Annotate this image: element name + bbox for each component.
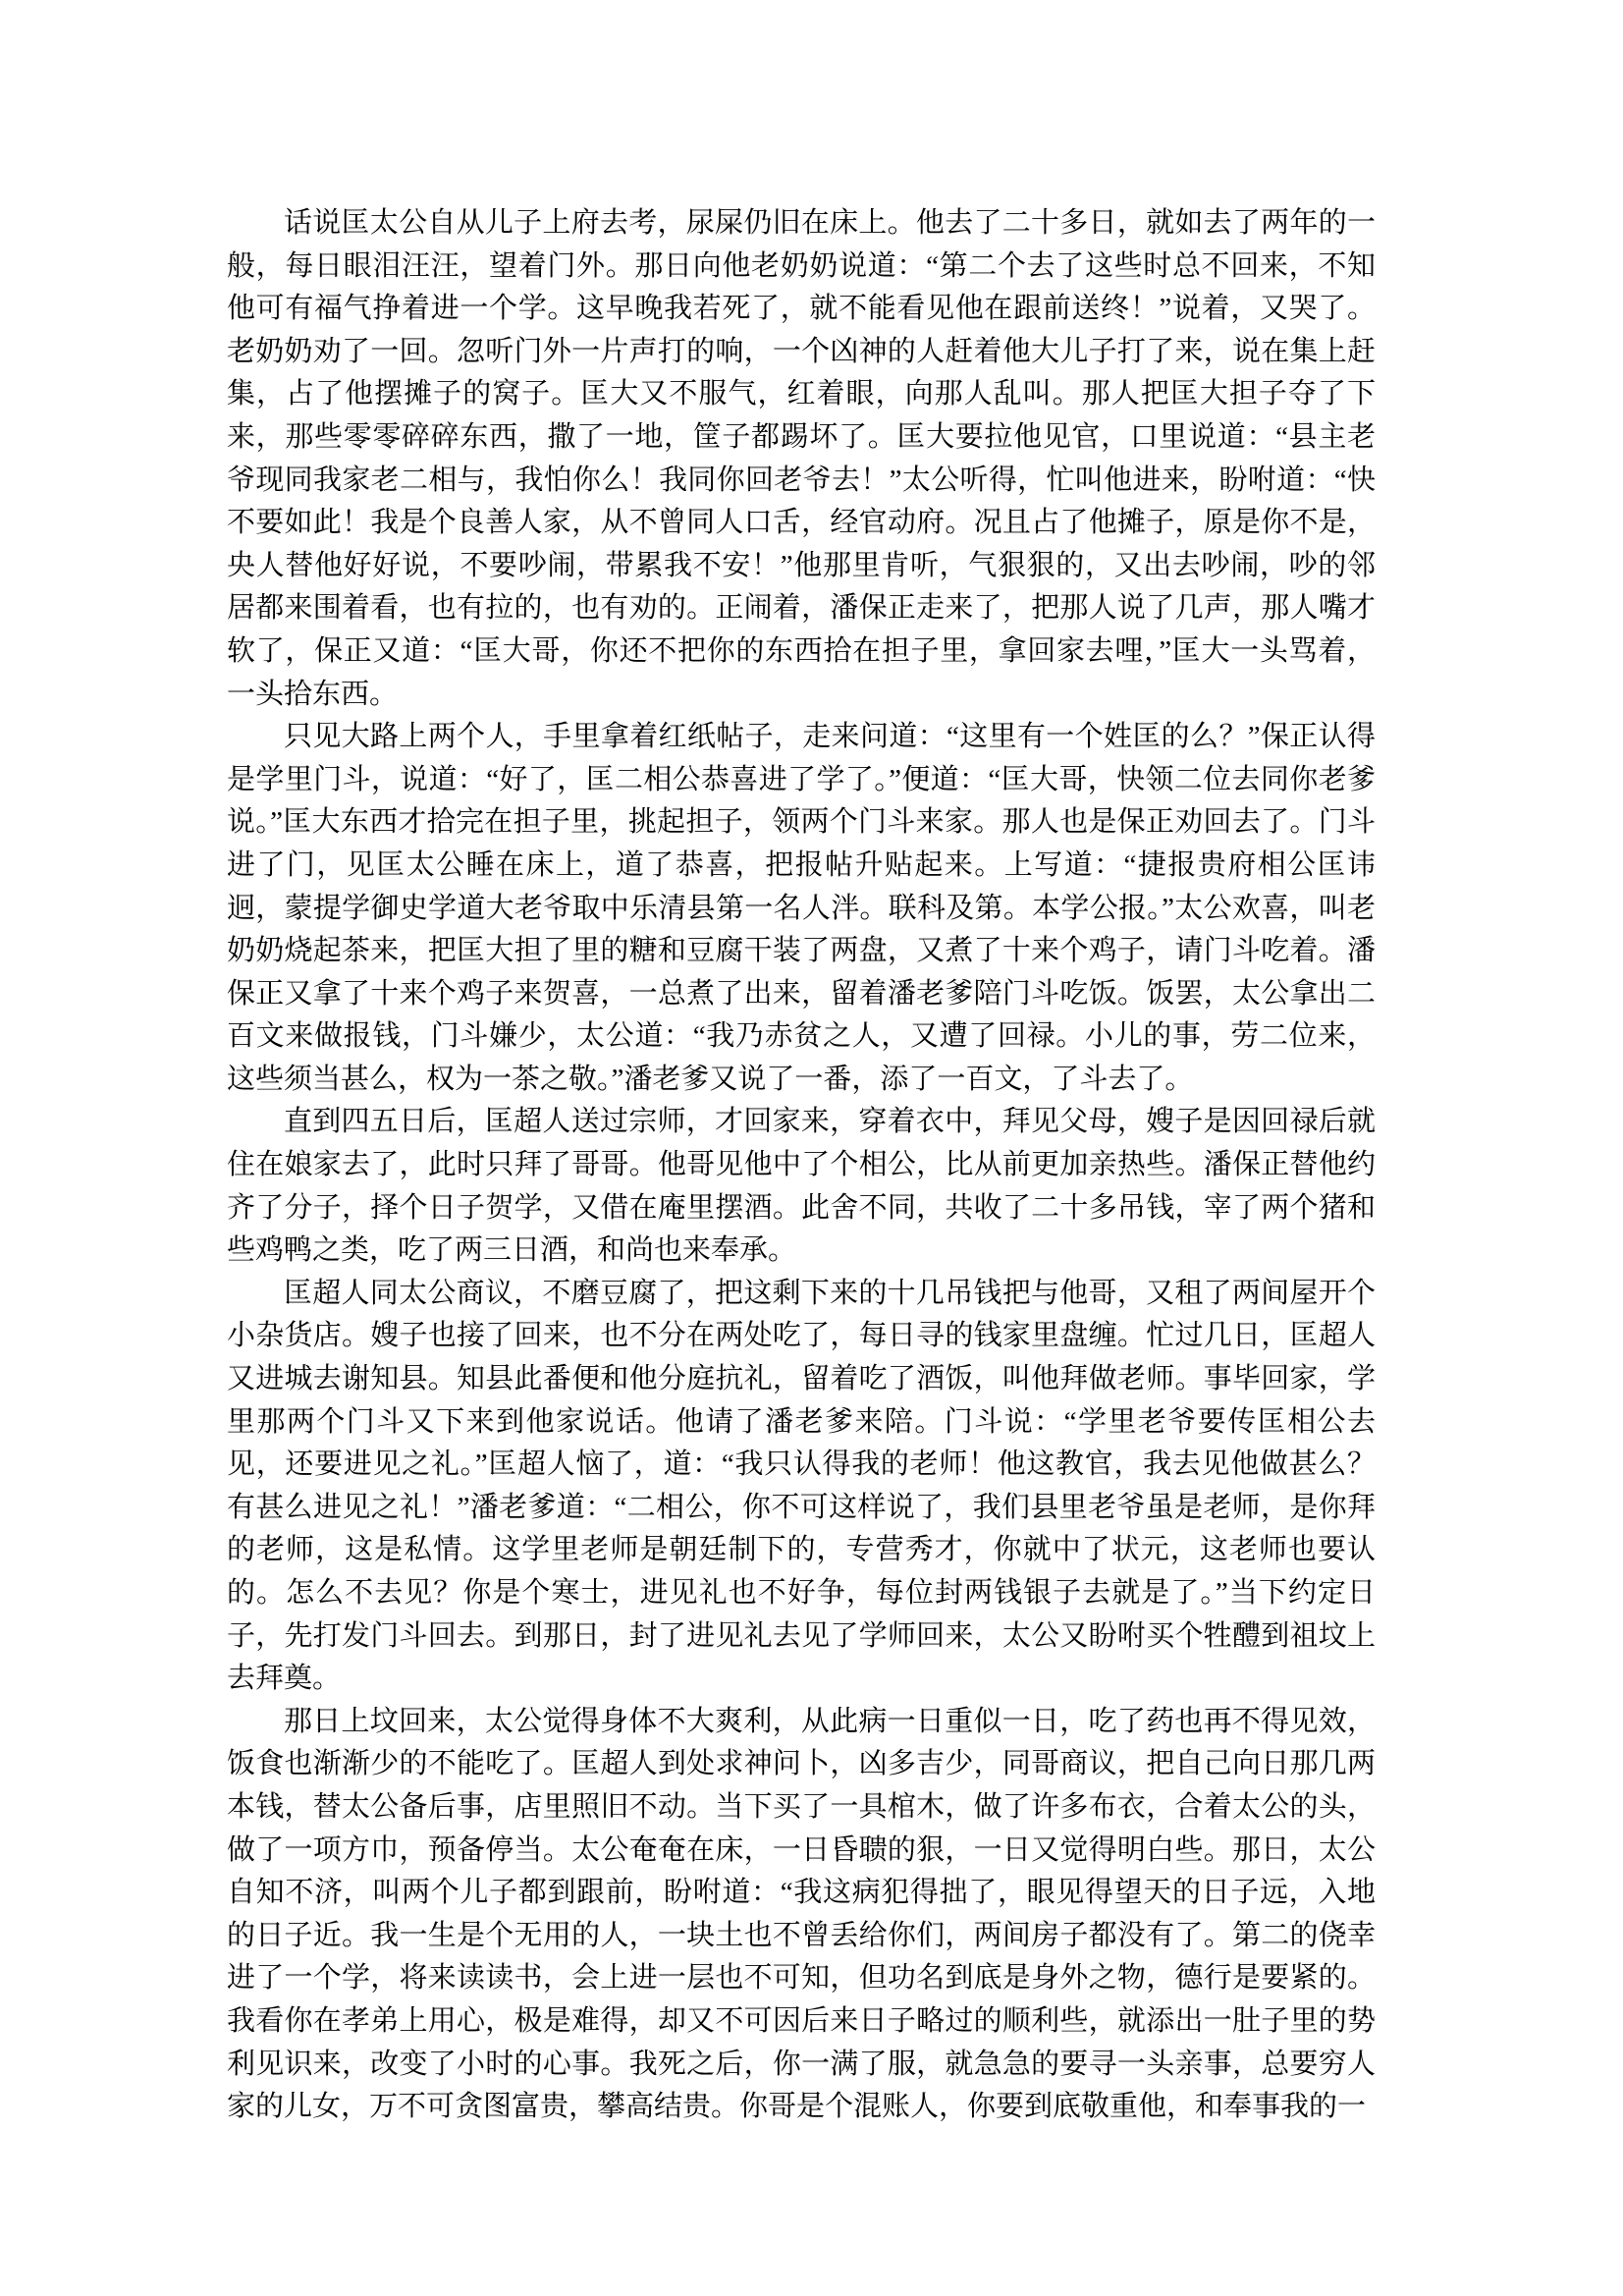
paragraph-1: 话说匡太公自从儿子上府去考，尿屎仍旧在床上。他去了二十多日，就如去了两年的一般，每日眼泪汪汪，望着门外。那日向他老奶奶说道：“第二个去了这些时总不回来，不知他可有福气挣着进一个学。这早晚我若死了，就不能看见他在跟前送终！”说着，又哭了。老奶奶劝了一回。忽听门外一片声打的响，一个凶神的人赶着他大儿子打了来，说在集上赶集，占了他摆摊子的窝子。匡大又不服气，红着眼，向那人乱叫。那人把匡大担子夺了下来，那些零零碎碎东西，撒了一地，筐子都踢坏了。匡大要拉他见官，口里说道：“县主老爷现同我家老二相与，我怕你么！我同你回老爷去！”太公听得，忙叫他进来，盼咐道：“快不要如此！我是个良善人家，从不曾同人口舌，经官动府。况且占了他摊子，原是你不是，央人替他好好说，不要吵闹，带累我不安！”他那里肯听，气狠狠的，又出去吵闹，吵的邻居都来围着看，也有拉的，也有劝的。正闹着，潘保正走来了，把那人说了几声，那人嘴才软了，保正又道：“匡大哥，你还不把你的东西拾在担子里，拿回家去哩，”匡大一头骂着，一头拾东西。 (227, 207, 1376, 710)
text-block (227, 202, 1376, 2129)
paragraph-3: 直到四五日后，匡超人送过宗师，才回家来，穿着衣中，拜见父母，嫂子是因回禄后就住在娘家去了，此时只拜了哥哥。他哥见他中了个相公，比从前更加亲热些。潘保正替他约齐了分子，择个日子贺学，又借在庵里摆酒。此舍不同，共收了二十多吊钱，宰了两个猪和些鸡鸭之类，吃了两三日酒，和尚也来奉承。 (227, 1106, 1376, 1267)
paragraph-5: 那日上坟回来，太公觉得身体不大爽利，从此病一日重似一日，吃了药也再不得见效，饭食也渐渐少的不能吃了。匡超人到处求神问卜，凶多吉少，同哥商议，把自己向日那几两本钱，替太公备后事，店里照旧不动。当下买了一具棺木，做了许多布衣，合着太公的头，做了一项方巾，预备停当。太公奄奄在床，一日昏聩的狠，一日又觉得明白些。那日，太公自知不济，叫两个儿子都到跟前，盼咐道：“我这病犯得拙了，眼见得望天的日子远，入地的日子近。我一生是个无用的人，一块土也不曾丢给你们，两间房子都没有了。第二的侥幸进了一个学，将来读读书，会上进一层也不可知，但功名到底是身外之物，德行是要紧的。我看你在孝弟上用心，极是难得，却又不可因后来日子略过的顺利些，就添出一肚子里的势利见识来，改变了小时的心事。我死之后，你一满了服，就急急的要寻一头亲事，总要穷人家的儿女，万不可贪图富贵，攀高结贵。你哥是个混账人，你要到底敬重他，和奉事我的一 (227, 1705, 1376, 2123)
paragraph-2: 只见大路上两个人，手里拿着红纸帖子，走来问道：“这里有一个姓匡的么？”保正认得是学里门斗，说道：“好了，匡二相公恭喜进了学了。”便道：“匡大哥，快领二位去同你老爹说。”匡大东西才拾完在担子里，挑起担子，领两个门斗来家。那人也是保正劝回去了。门斗进了门，见匡太公睡在床上，道了恭喜，把报帖升贴起来。上写道：“捷报贵府相公匡讳迥，蒙提学御史学道大老爷取中乐清县第一名人泮。联科及第。本学公报。”太公欢喜，叫老奶奶烧起茶来，把匡大担了里的糖和豆腐干装了两盘，又煮了十来个鸡子，请门斗吃着。潘保正又拿了十来个鸡子来贺喜，一总煮了出来，留着潘老爹陪门斗吃饭。饭罢，太公拿出二百文来做报钱，门斗嫌少，太公道：“我乃赤贫之人，又遭了回禄。小儿的事，劳二位来，这些须当甚么，权为一茶之敬。”潘老爹又说了一番，添了一百文，了斗去了。 (227, 721, 1376, 1095)
paragraph-4: 匡超人同太公商议，不磨豆腐了，把这剩下来的十几吊钱把与他哥，又租了两间屋开个小杂货店。嫂子也接了回来，也不分在两处吃了，每日寻的钱家里盘缠。忙过几日，匡超人又进城去谢知县。知县此番便和他分庭抗礼，留着吃了酒饭，叫他拜做老师。事毕回家，学里那两个门斗又下来到他家说话。他请了潘老爹来陪。门斗说：“学里老爷要传匡相公去见，还要进见之礼。”匡超人恼了，道：“我只认得我的老师！他这教官，我去见他做甚么？有甚么进见之礼！”潘老爹道：“二相公，你不可这样说了，我们县里老爷虽是老师，是你拜的老师，这是私情。这学里老师是朝廷制下的，专营秀才，你就中了状元，这老师也要认的。怎么不去见？你是个寒士，进见礼也不好争，每位封两钱银子去就是了。”当下约定日子，先打发门斗回去。到那日，封了进见礼去见了学师回来，太公又盼咐买个牲醴到祖坟上去拜奠。 (227, 1277, 1376, 1695)
